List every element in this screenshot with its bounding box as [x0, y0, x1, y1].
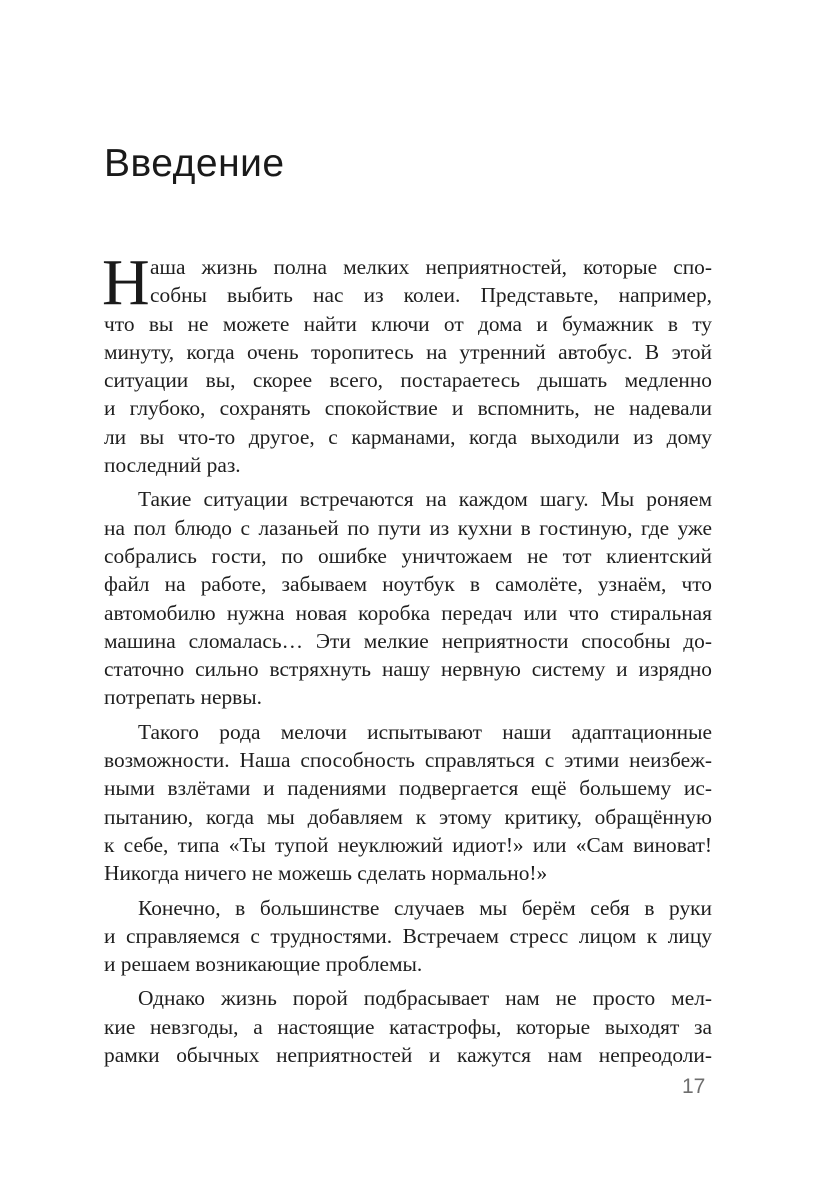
- body-text: [102, 246, 712, 1069]
- text-line: возможности. Наша способность справляться с этими неизбеж-: [104, 748, 712, 773]
- text-line: потрепать нервы.: [104, 685, 262, 710]
- text-line: минуту, когда очень торопитесь на утренний автобус. В этой: [104, 339, 712, 364]
- text-line: Конечно, в большинстве случаев мы берём себя в руки: [138, 895, 712, 920]
- paragraph-2: [104, 485, 712, 711]
- text-line: собны выбить нас из колеи. Представьте, например,: [150, 283, 712, 308]
- chapter-title: Введение: [104, 142, 285, 185]
- text-line: и глубоко, сохранять спокойствие и вспомнить, не надевали: [104, 396, 712, 421]
- text-line: файл на работе, забываем ноутбук в самолёте, узнаём, что: [104, 572, 712, 597]
- text-line: и справляемся с трудностями. Встречаем стресс лицом к лицу: [104, 923, 712, 948]
- text-line: кие невзгоды, а настоящие катастрофы, которые выходят за: [104, 1014, 712, 1039]
- text-line: на пол блюдо с лазаньей по пути из кухни в гостиную, где уже: [104, 515, 712, 540]
- paragraph-5: [104, 984, 712, 1069]
- text-line: что вы не можете найти ключи от дома и бумажник в ту: [104, 311, 712, 336]
- text-line: ными взлётами и падениями подвергается ещё большему ис-: [104, 776, 712, 801]
- text-line: машина сломалась… Эти мелкие неприятности способны до-: [104, 628, 712, 653]
- paragraph-1: [102, 246, 712, 479]
- paragraph-3: [104, 718, 712, 888]
- text-line: Никогда ничего не можешь сделать нормально!»: [104, 861, 548, 886]
- text-line: пытанию, когда мы добавляем к этому критику, обращённую: [104, 804, 712, 829]
- text-line: Такие ситуации встречаются на каждом шагу. Мы роняем: [138, 487, 712, 512]
- paragraph-4: [104, 894, 712, 979]
- text-line: рамки обычных неприятностей и кажутся нам непреодоли-: [104, 1043, 712, 1068]
- text-line: и решаем возникающие проблемы.: [104, 952, 423, 977]
- text-line: аша жизнь полна мелких неприятностей, которые спо-: [150, 255, 712, 279]
- text-line: статочно сильно встряхнуть нашу нервную систему и изрядно: [104, 657, 712, 682]
- text-line: ли вы что-то другое, с карманами, когда выходили из дому: [104, 424, 712, 449]
- text-line: последний раз.: [104, 453, 241, 478]
- text-line: собрались гости, по ошибке уничтожаем не тот клиентский: [104, 543, 712, 568]
- text-line: автомобилю нужна новая коробка передач или что стиральная: [104, 600, 712, 625]
- text-line: Такого рода мелочи испытывают наши адаптационные: [138, 719, 712, 744]
- page-number: 17: [682, 1075, 706, 1098]
- text-line: ситуации вы, скорее всего, постараетесь дышать медленно: [104, 368, 712, 393]
- text-line: к себе, типа «Ты тупой неуклюжий идиот!» или «Сам виноват!: [104, 832, 712, 857]
- text-line: Однако жизнь порой подбрасывает нам не просто мел-: [138, 986, 712, 1011]
- drop-cap: Н: [102, 246, 150, 319]
